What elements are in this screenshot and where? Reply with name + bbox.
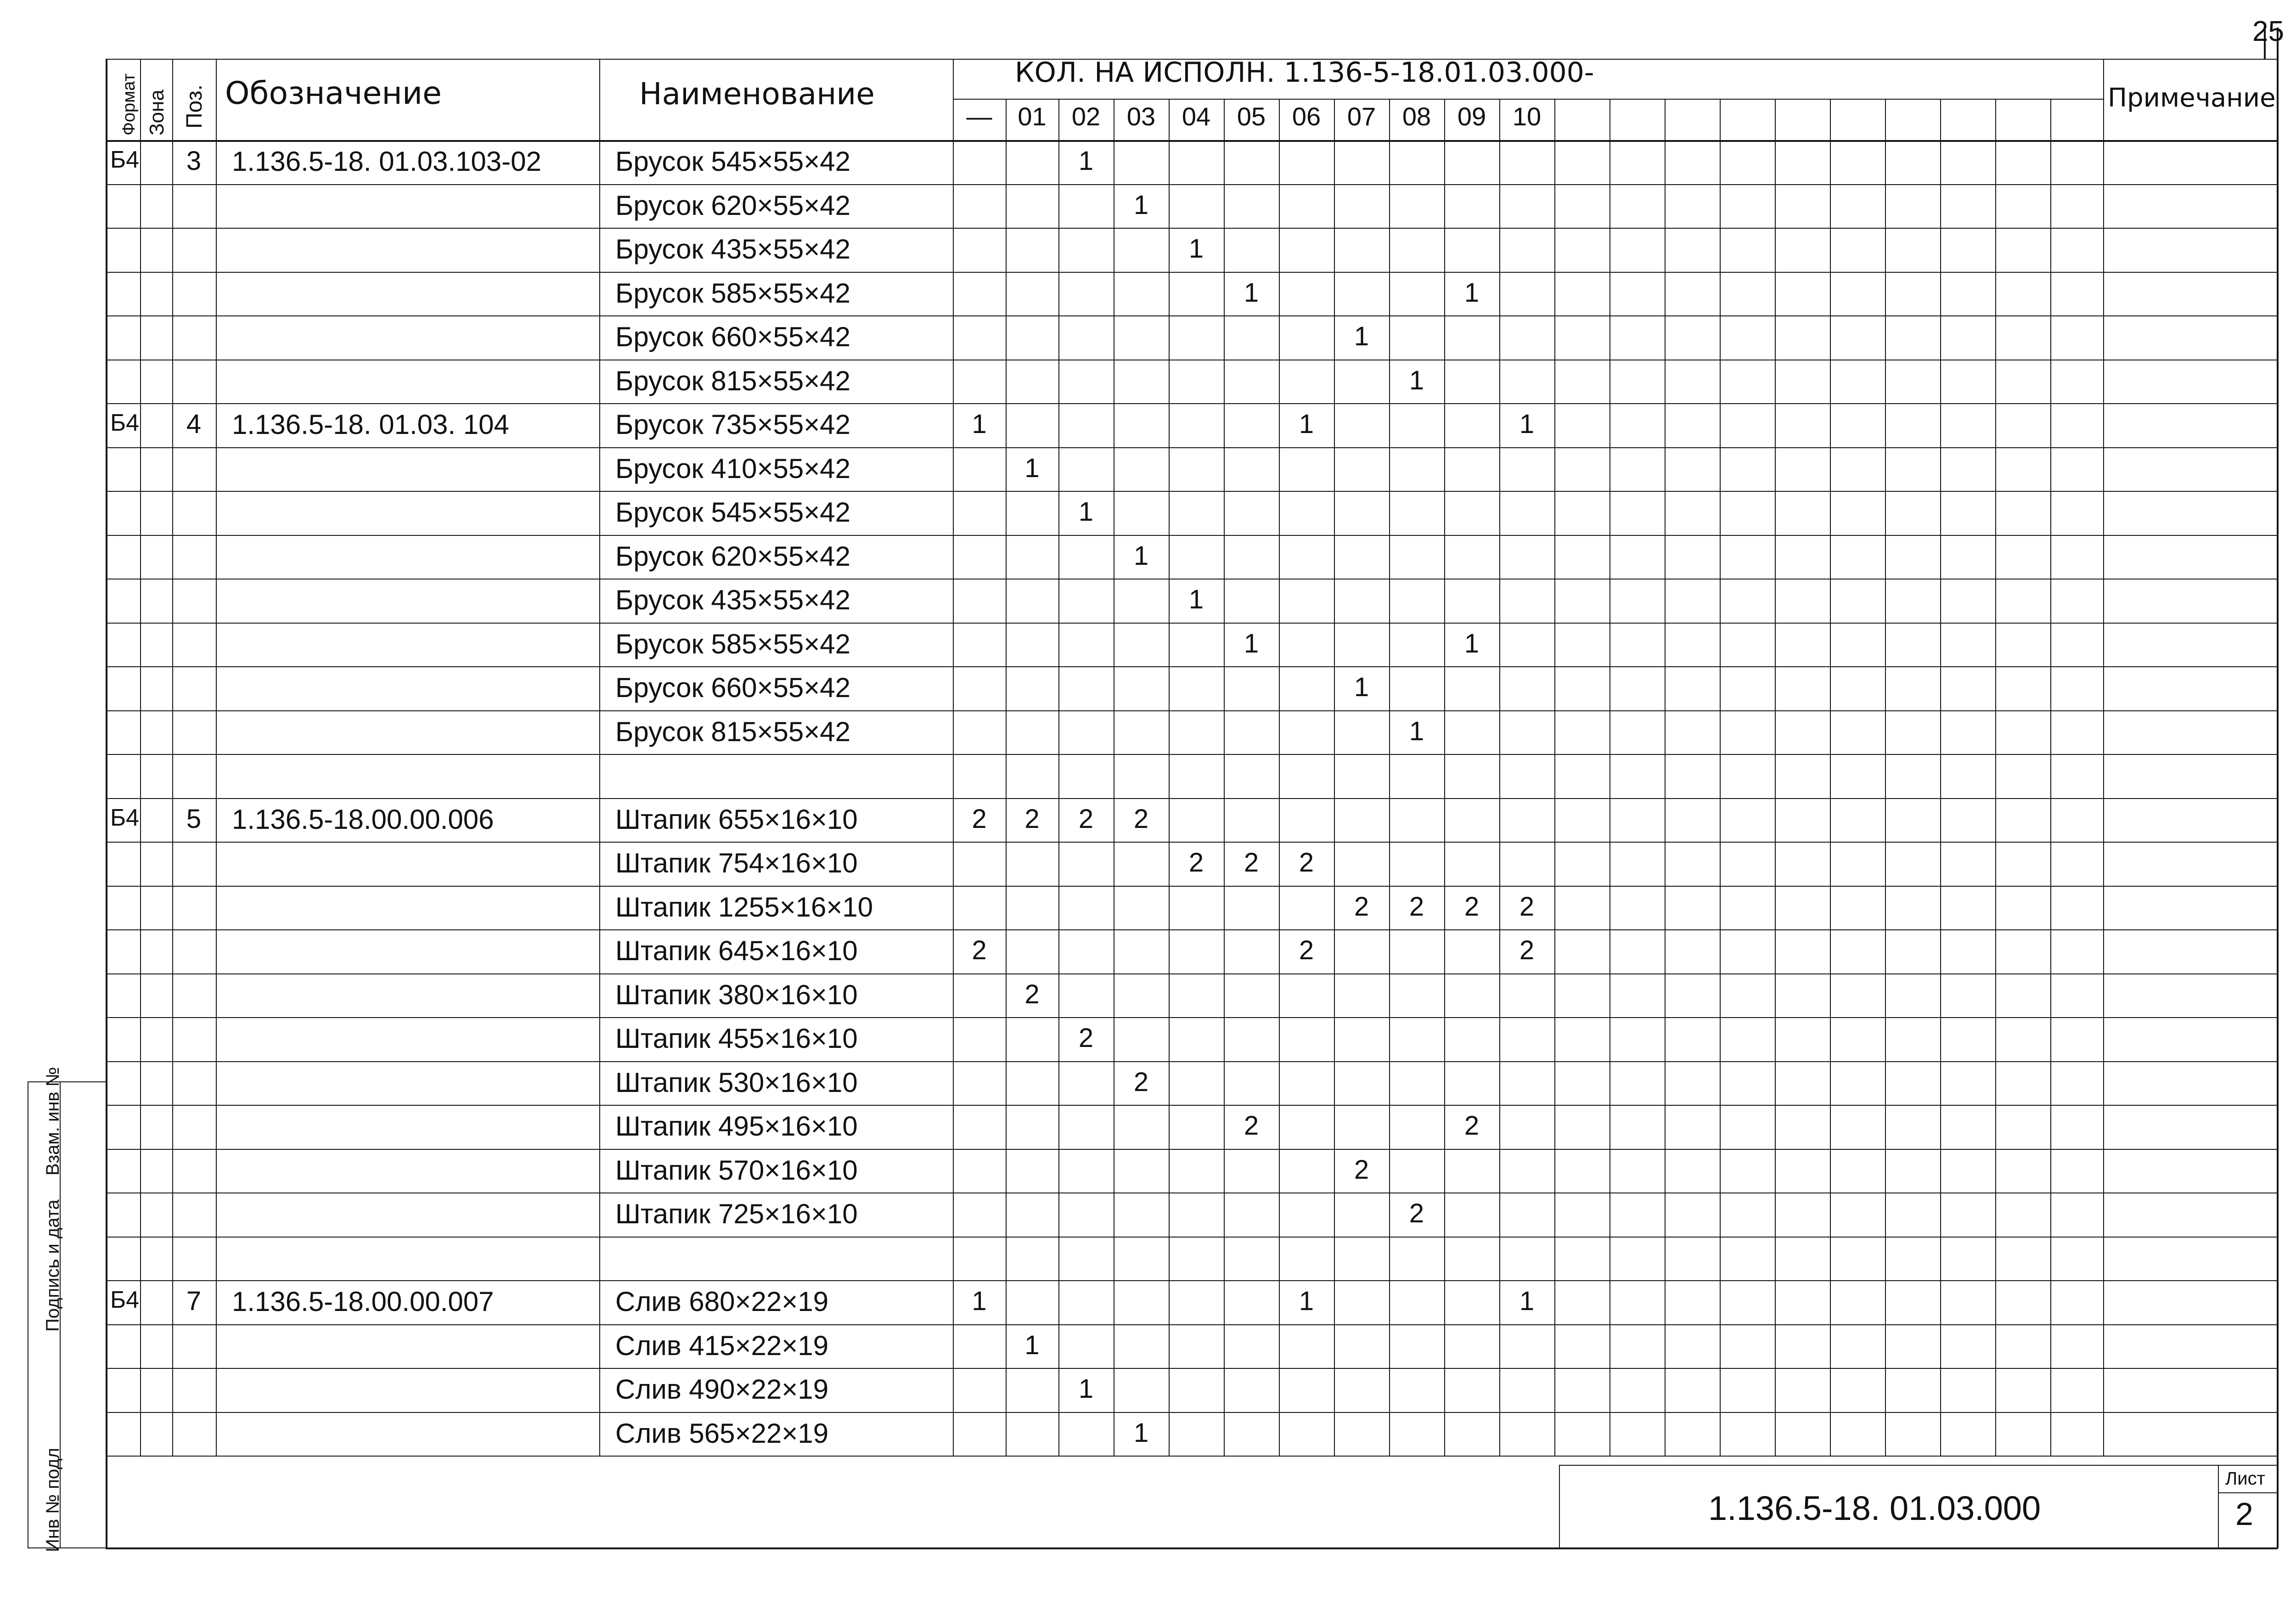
cell-qty: 2 (1244, 1111, 1259, 1141)
row-line (106, 1456, 2278, 1457)
column-line (1885, 99, 1886, 1456)
cell-qty: 1 (1078, 146, 1094, 176)
row-line (106, 535, 2278, 536)
cell-name: Брусок 585×55×42 (615, 629, 851, 659)
cell-name: Штапик 495×16×10 (615, 1111, 858, 1142)
header-zone: Зона (146, 90, 168, 135)
cell-qty: 2 (1354, 892, 1369, 922)
cell-name: Брусок 815×55×42 (615, 716, 851, 747)
cell-format: Б4 (110, 410, 140, 436)
cell-qty: 1 (1188, 585, 1204, 614)
cell-format: Б4 (110, 804, 140, 831)
column-line (1224, 99, 1225, 1456)
cell-name: Брусок 620×55×42 (615, 541, 851, 572)
row-line (106, 754, 2278, 755)
cell-qty: 2 (1078, 1023, 1094, 1053)
column-line (1995, 99, 1996, 1456)
column-line (1444, 99, 1445, 1456)
sheet-box-line (2218, 1492, 2278, 1493)
cell-qty: 2 (1519, 935, 1535, 965)
cell-name: Брусок 585×55×42 (615, 278, 851, 309)
variant-header-01: 01 (1018, 102, 1047, 131)
cell-position: 7 (186, 1286, 202, 1316)
side-stamp-sign-date: Подпись и дата (43, 1199, 63, 1332)
cell-qty: 1 (1464, 278, 1480, 308)
row-line (106, 1412, 2278, 1413)
variant-header-05: 05 (1237, 102, 1266, 131)
header-qty-title: КОЛ. НА ИСПОЛН. 1.136-5-18.01.03.000- (1015, 56, 1594, 89)
sheet-number: 2 (2235, 1496, 2253, 1532)
cell-qty: 1 (1024, 1330, 1040, 1360)
column-line (1169, 99, 1170, 1456)
frame-bottom-line (106, 1547, 2278, 1549)
variant-header-10: 10 (1512, 102, 1542, 131)
column-line (1334, 99, 1335, 1456)
row-line (106, 1149, 2278, 1150)
cell-format: Б4 (110, 146, 140, 173)
cell-qty: 2 (1464, 892, 1480, 922)
column-line (1775, 99, 1776, 1456)
cell-name: Штапик 725×16×10 (615, 1198, 858, 1229)
cell-qty: 1 (1078, 1374, 1094, 1404)
column-line (1830, 99, 1831, 1456)
column-line (106, 59, 107, 1456)
side-stamp-line (28, 1547, 106, 1548)
header-name: Наименование (639, 76, 875, 112)
cell-qty: 1 (1133, 190, 1149, 220)
note-column-line (2103, 59, 2104, 1456)
row-line (106, 798, 2278, 799)
cell-qty: 2 (1244, 848, 1259, 878)
cell-qty: 1 (1299, 1286, 1314, 1316)
cell-qty: 2 (1354, 1155, 1369, 1185)
cell-qty: 2 (972, 935, 987, 965)
cell-qty: 1 (1244, 278, 1259, 308)
column-line (599, 59, 600, 1456)
cell-qty: 2 (1519, 892, 1535, 922)
cell-qty: 2 (1024, 979, 1040, 1009)
cell-name: Брусок 660×55×42 (615, 672, 851, 703)
cell-name: Брусок 545×55×42 (615, 497, 851, 528)
header-designation: Обозначение (225, 75, 442, 112)
row-line (106, 1237, 2278, 1238)
cell-qty: 2 (1299, 848, 1314, 878)
cell-name: Брусок 735×55×42 (615, 409, 851, 440)
column-line (1499, 99, 1500, 1456)
cell-designation: 1.136.5-18. 01.03.103-02 (232, 146, 541, 177)
cell-name: Штапик 380×16×10 (615, 979, 858, 1010)
column-line (2050, 99, 2051, 1456)
cell-designation: 1.136.5-18. 01.03. 104 (232, 409, 509, 440)
cell-qty: 2 (1188, 848, 1204, 878)
column-line (1279, 99, 1280, 1456)
row-line (106, 1280, 2278, 1281)
cell-qty: 1 (1354, 672, 1369, 702)
title-block-top-line (1559, 1465, 2278, 1466)
row-line (106, 1368, 2278, 1369)
cell-name: Штапик 645×16×10 (615, 935, 858, 966)
cell-name: Штапик 754×16×10 (615, 848, 858, 878)
variant-header-09: 09 (1457, 102, 1486, 131)
row-line (106, 666, 2278, 667)
cell-qty: 1 (1244, 629, 1259, 658)
row-line (106, 403, 2278, 404)
cell-qty: 2 (1133, 804, 1149, 834)
cell-qty: 1 (1519, 1286, 1535, 1316)
row-line (106, 447, 2278, 448)
cell-name: Брусок 815×55×42 (615, 366, 851, 396)
side-stamp-vzam-inv: Взам. инв № (43, 1067, 63, 1176)
row-line (106, 184, 2278, 185)
cell-qty: 2 (1078, 804, 1094, 834)
variant-header-base: — (966, 102, 992, 131)
cell-qty: 1 (1188, 234, 1204, 264)
row-line (106, 973, 2278, 974)
column-line (140, 59, 141, 1456)
cell-name: Штапик 655×16×10 (615, 804, 858, 835)
cell-qty: 2 (1464, 1111, 1480, 1141)
cell-position: 5 (186, 804, 202, 834)
cell-name: Слив 565×22×19 (615, 1418, 829, 1449)
cell-name: Брусок 410×55×42 (615, 453, 851, 484)
cell-position: 4 (186, 409, 202, 439)
column-line (172, 59, 173, 1456)
cell-qty: 1 (972, 1286, 987, 1316)
column-line (1665, 99, 1666, 1456)
cell-qty: 1 (972, 409, 987, 439)
cell-name: Штапик 455×16×10 (615, 1023, 858, 1054)
cell-name: Слив 490×22×19 (615, 1374, 829, 1405)
cell-qty: 2 (1024, 804, 1040, 834)
column-line (953, 59, 954, 1456)
header-format: Формат (119, 73, 139, 135)
column-line (1609, 99, 1610, 1456)
cell-qty: 1 (1024, 453, 1040, 483)
side-stamp-line (28, 1081, 106, 1082)
cell-qty: 2 (1409, 892, 1424, 922)
row-line (106, 491, 2278, 492)
page-number: 25 (2252, 16, 2284, 47)
cell-name: Брусок 620×55×42 (615, 190, 851, 221)
row-line (106, 1061, 2278, 1062)
title-block-code: 1.136.5-18. 01.03.000 (1708, 1489, 2041, 1527)
column-line (1940, 99, 1941, 1456)
row-line (106, 140, 2278, 141)
cell-qty: 1 (1519, 409, 1535, 439)
cell-designation: 1.136.5-18.00.00.007 (232, 1286, 494, 1317)
title-block-left-line (1559, 1465, 1560, 1547)
row-line (106, 315, 2278, 316)
row-line (106, 1017, 2278, 1018)
cell-qty: 1 (1409, 366, 1424, 395)
cell-qty: 2 (1409, 1198, 1424, 1228)
variant-header-02: 02 (1071, 102, 1101, 131)
row-line (106, 1324, 2278, 1325)
cell-position: 3 (186, 146, 202, 176)
cell-qty: 1 (1133, 541, 1149, 571)
sheet-label: Лист (2225, 1468, 2265, 1489)
cell-name: Штапик 530×16×10 (615, 1067, 858, 1098)
cell-qty: 1 (1133, 1418, 1149, 1448)
variant-header-07: 07 (1347, 102, 1376, 131)
cell-name: Брусок 660×55×42 (615, 321, 851, 352)
column-line (1720, 99, 1721, 1456)
cell-qty: 2 (1299, 935, 1314, 965)
cell-qty: 2 (972, 804, 987, 834)
cell-name: Штапик 1255×16×10 (615, 892, 873, 923)
frame-right-line (2277, 28, 2279, 1548)
row-line (106, 842, 2278, 843)
column-line (1389, 99, 1390, 1456)
row-line (106, 886, 2278, 887)
column-line (1058, 99, 1059, 1456)
side-stamp-inv-podl: Инв № подл (43, 1448, 63, 1552)
row-line (106, 228, 2278, 229)
row-line (106, 623, 2278, 624)
cell-qty: 2 (1133, 1067, 1149, 1097)
column-line (216, 59, 217, 1456)
cell-qty: 1 (1078, 497, 1094, 527)
header-note: Примечание (2108, 83, 2276, 113)
cell-name: Брусок 435×55×42 (615, 234, 851, 264)
variant-header-08: 08 (1402, 102, 1431, 131)
header-pos: Поз. (182, 84, 207, 129)
cell-qty: 1 (1464, 629, 1480, 658)
cell-qty: 1 (1299, 409, 1314, 439)
cell-qty: 1 (1354, 321, 1369, 351)
row-line (106, 1105, 2278, 1106)
sheet-box-line (2218, 1465, 2219, 1547)
row-line (106, 710, 2278, 711)
cell-name: Слив 680×22×19 (615, 1286, 829, 1317)
column-line (1554, 99, 1555, 1456)
variant-header-03: 03 (1126, 102, 1156, 131)
cell-qty: 1 (1409, 716, 1424, 746)
header-sub-line (953, 99, 2103, 100)
row-line (106, 929, 2278, 930)
cell-name: Штапик 570×16×10 (615, 1155, 858, 1186)
cell-name: Брусок 435×55×42 (615, 585, 851, 615)
variant-header-04: 04 (1182, 102, 1211, 131)
cell-format: Б4 (110, 1287, 140, 1313)
column-line (1006, 99, 1007, 1456)
variant-header-06: 06 (1292, 102, 1321, 131)
row-line (106, 272, 2278, 273)
cell-name: Слив 415×22×19 (615, 1330, 829, 1361)
cell-designation: 1.136.5-18.00.00.006 (232, 804, 494, 835)
cell-name: Брусок 545×55×42 (615, 146, 851, 177)
